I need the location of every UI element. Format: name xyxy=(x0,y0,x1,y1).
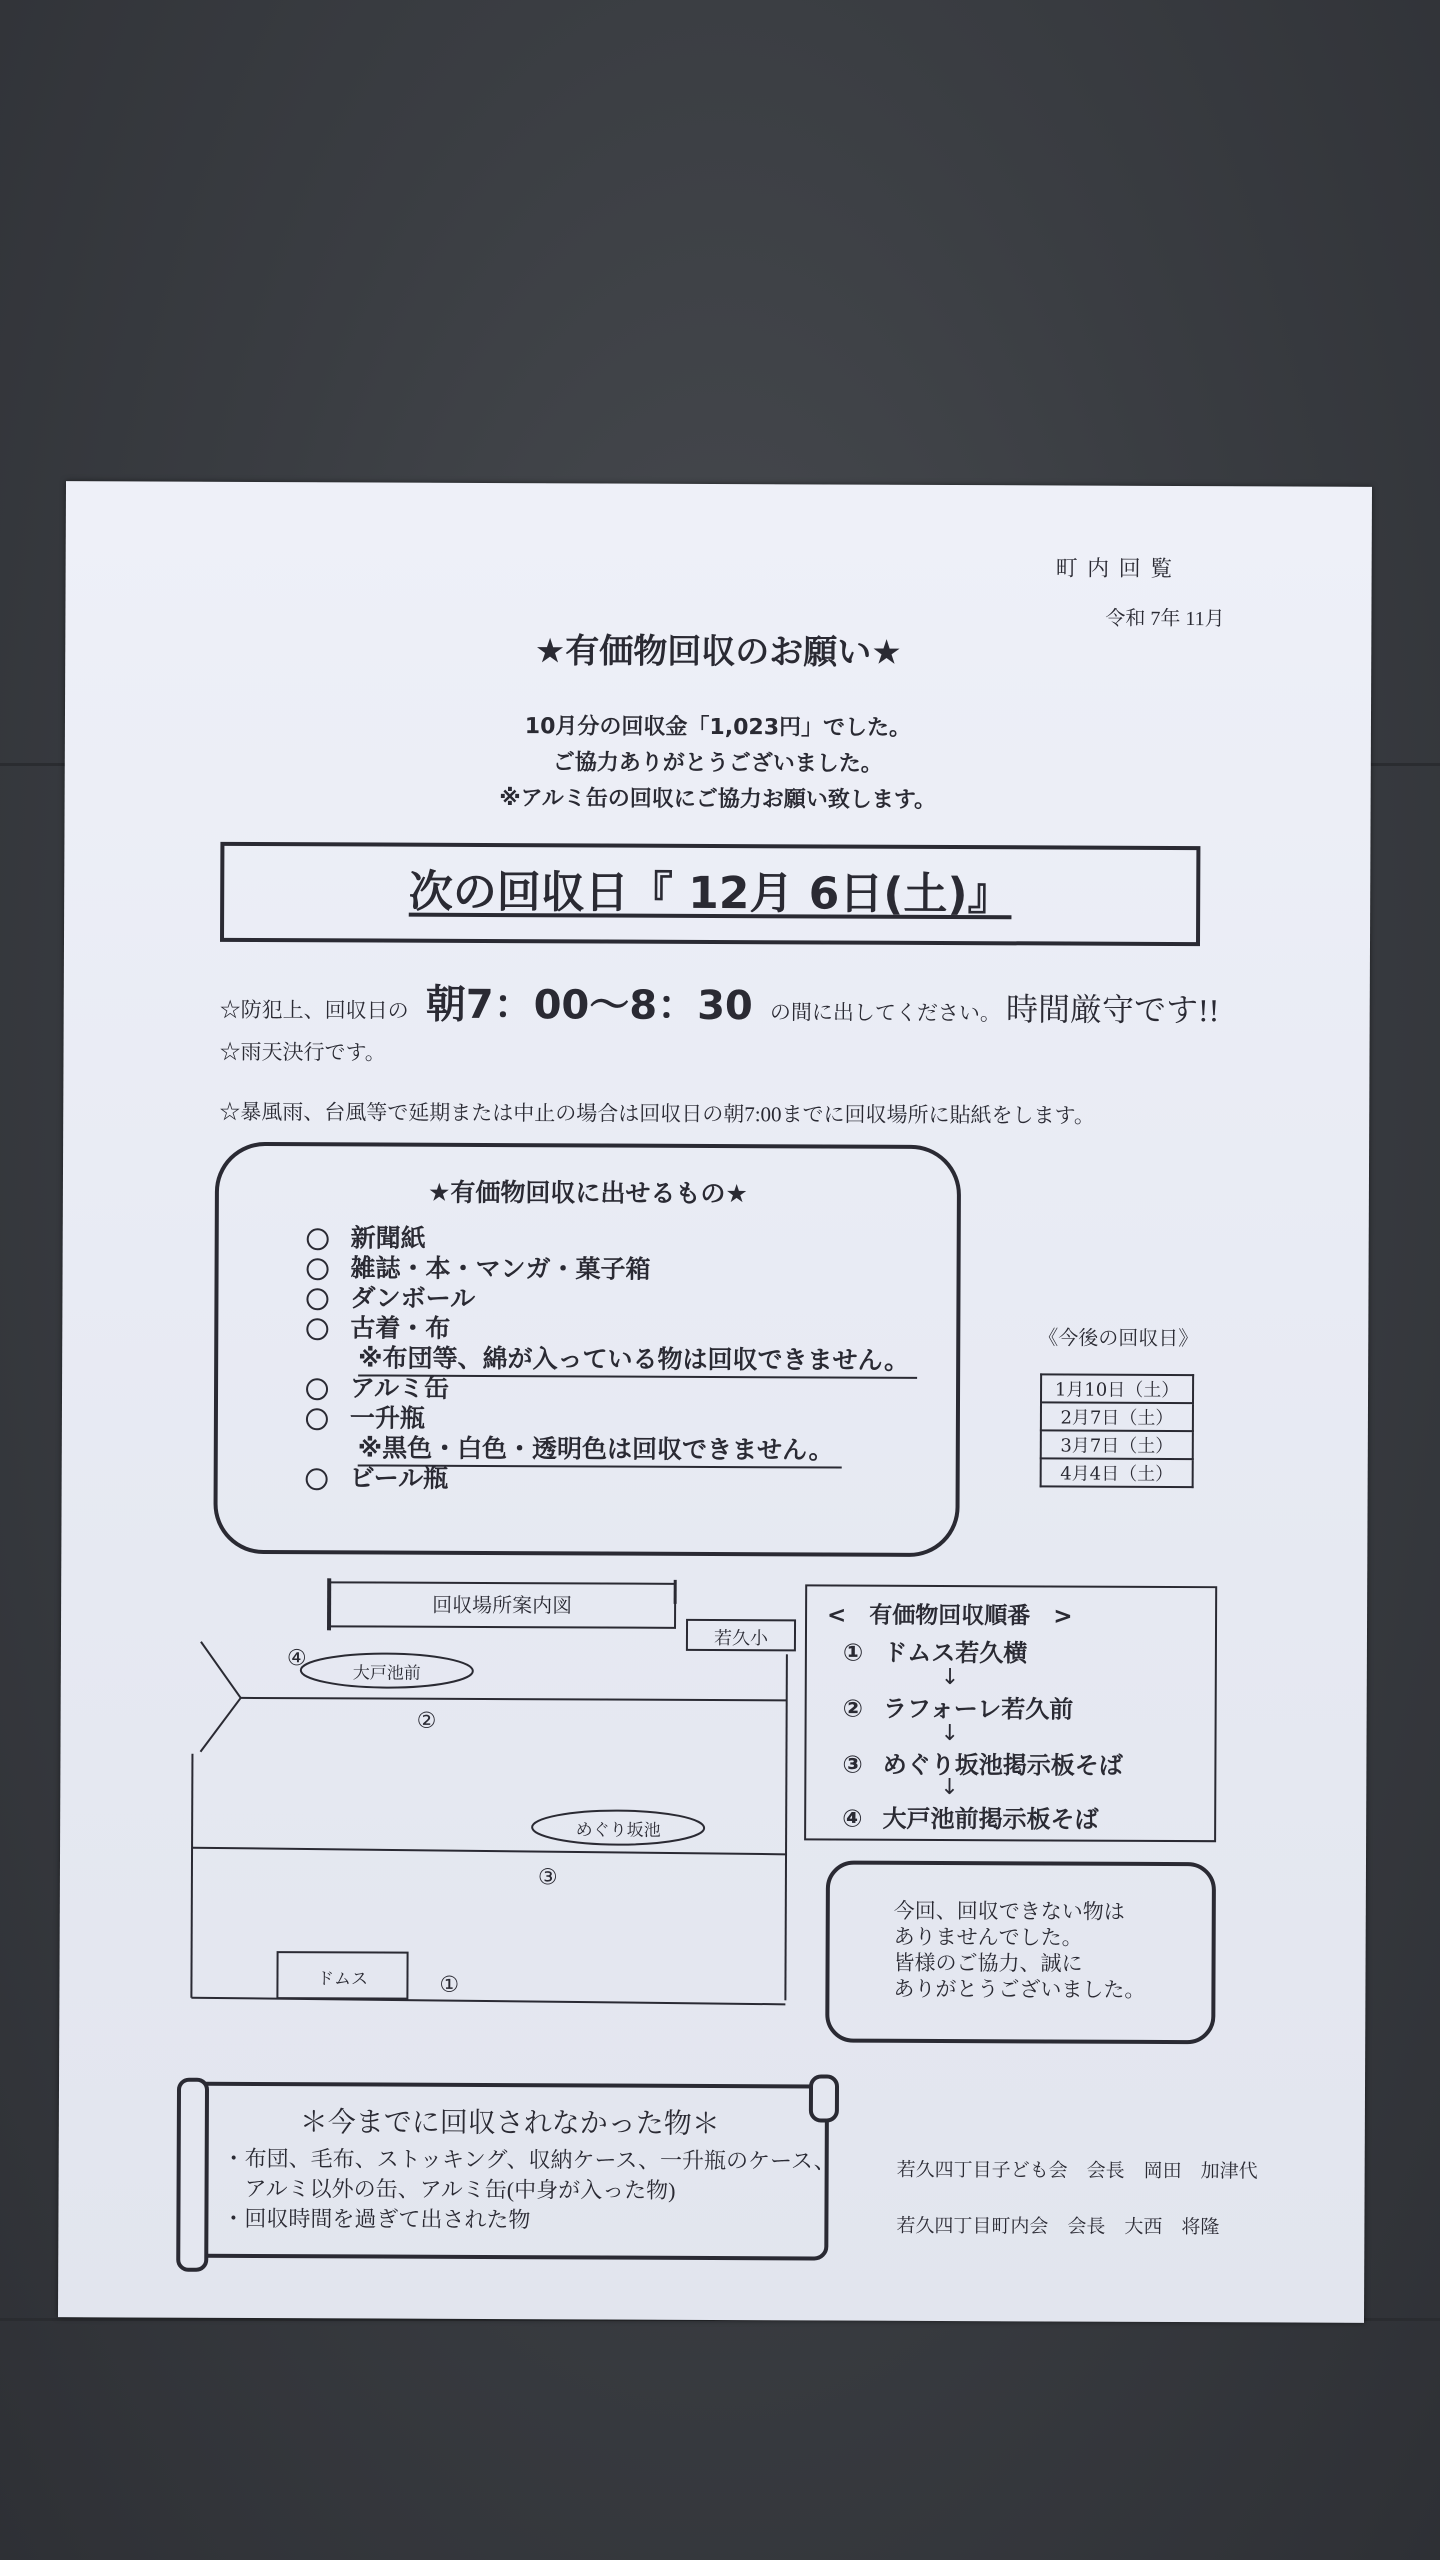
intro-line-2: ご協力ありがとうございました。 xyxy=(552,750,883,777)
thanks-line-2: ありませんでした。 xyxy=(893,1924,1083,1950)
map-marker-2: ② xyxy=(416,1708,437,1734)
not-collected-line-3: ・回収時間を過ぎて出された物 xyxy=(222,2205,531,2233)
thanks-line-4: ありがとうございました。 xyxy=(893,1976,1146,2002)
order-step-4: ④ 大戸池前掲示板そば xyxy=(842,1804,1099,1834)
order-step-3: ③ めぐり坂池掲示板そば xyxy=(842,1750,1123,1780)
order-title: < 有価物回収順番 > xyxy=(827,1602,1073,1630)
order-arrow-2: ↓ xyxy=(940,1720,960,1747)
circular-label: 町 内 回 覧 xyxy=(1055,555,1175,581)
item-newspaper: 新聞紙 xyxy=(307,1218,426,1255)
future-date-1: 1月10日（土） xyxy=(1041,1374,1193,1403)
order-arrow-3: ↓ xyxy=(940,1774,959,1801)
intro-line-3: ※アルミ缶の回収にご協力お願い致します。 xyxy=(499,786,937,813)
notice-emphasis: 時間厳守です!! xyxy=(1005,991,1220,1029)
item-beer-bottles: ビール瓶 xyxy=(306,1458,449,1495)
intro-line-1: 10月分の回収金「1,023円」でした。 xyxy=(524,714,912,741)
items-box-title: ★有価物回収に出せるもの★ xyxy=(427,1177,748,1209)
next-date-text: 次の回収日『 12月 6日(土)』 xyxy=(408,866,1012,921)
future-dates-table xyxy=(1040,1373,1194,1488)
notice-prefix: ☆防犯上、回収日の xyxy=(219,997,409,1023)
note-clothes: ※布団等、綿が入っている物は回収できません。 xyxy=(358,1338,917,1378)
not-collected-line-2: アルミ以外の缶、アルミ缶(中身が入った物) xyxy=(222,2175,676,2203)
notice-date: 令和 7年 11月 xyxy=(1105,607,1225,631)
order-arrow-1: ↓ xyxy=(940,1664,960,1691)
signature-neighborhood-association: 若久四丁目町内会 会長 大西 将隆 xyxy=(896,2215,1220,2239)
future-dates-title: 《今後の回収日》 xyxy=(1038,1325,1199,1351)
order-step-2: ② ラフォーレ若久前 xyxy=(842,1694,1074,1724)
not-collected-line-1: ・布団、毛布、ストッキング、収納ケース、一升瓶のケース、 xyxy=(222,2145,836,2174)
map-title: 回収場所案内図 xyxy=(432,1592,573,1618)
future-date-2: 2月7日（土） xyxy=(1041,1402,1193,1431)
map-pond-omote: 大戸池前 xyxy=(352,1663,421,1684)
item-cardboard: ダンボール xyxy=(306,1278,475,1315)
note-bottles: ※黒色・白色・透明色は回収できません。 xyxy=(358,1428,842,1468)
circular-notice xyxy=(58,481,1372,2323)
notice-line-1 xyxy=(220,972,1220,1033)
not-collected-title: ＊今までに回収されなかった物＊ xyxy=(299,2107,720,2141)
order-step-1: ① ドムス若久横 xyxy=(842,1638,1028,1668)
map-marker-3: ③ xyxy=(537,1865,558,1891)
notice-time: 朝7：00～8：30 xyxy=(425,981,753,1030)
next-date-box xyxy=(220,842,1200,946)
map-marker-1: ① xyxy=(439,1972,460,1998)
map-marker-4: ④ xyxy=(286,1646,307,1672)
map-school: 若久小 xyxy=(713,1627,769,1650)
item-clothes: 古着・布 xyxy=(306,1308,450,1345)
signature-kids-association: 若久四丁目子ども会 会長 岡田 加津代 xyxy=(896,2159,1258,2183)
map-pond-meguri: めぐり坂池 xyxy=(575,1820,661,1841)
item-magazines: 雑誌・本・マンガ・菓子箱 xyxy=(307,1248,651,1286)
item-sake-bottles: 一升瓶 xyxy=(306,1398,425,1435)
notice-line-2: ☆雨天決行です。 xyxy=(219,1039,386,1065)
thanks-line-1: 今回、回収できない物は xyxy=(893,1898,1125,1924)
thanks-line-3: 皆様のご協力、誠に xyxy=(893,1950,1083,1976)
item-aluminum-cans: アルミ缶 xyxy=(306,1368,449,1405)
notice-mid: の間に出してください。 xyxy=(769,1000,1001,1026)
future-date-4: 4月4日（土） xyxy=(1041,1458,1193,1487)
future-date-3: 3月7日（土） xyxy=(1041,1430,1193,1459)
map-domus: ドムス xyxy=(316,1969,369,1990)
page-title: ★有価物回収のお願い★ xyxy=(534,631,902,673)
notice-line-3: ☆暴風雨、台風等で延期または中止の場合は回収日の朝7:00までに回収場所に貼紙をします。 xyxy=(219,1099,1095,1128)
